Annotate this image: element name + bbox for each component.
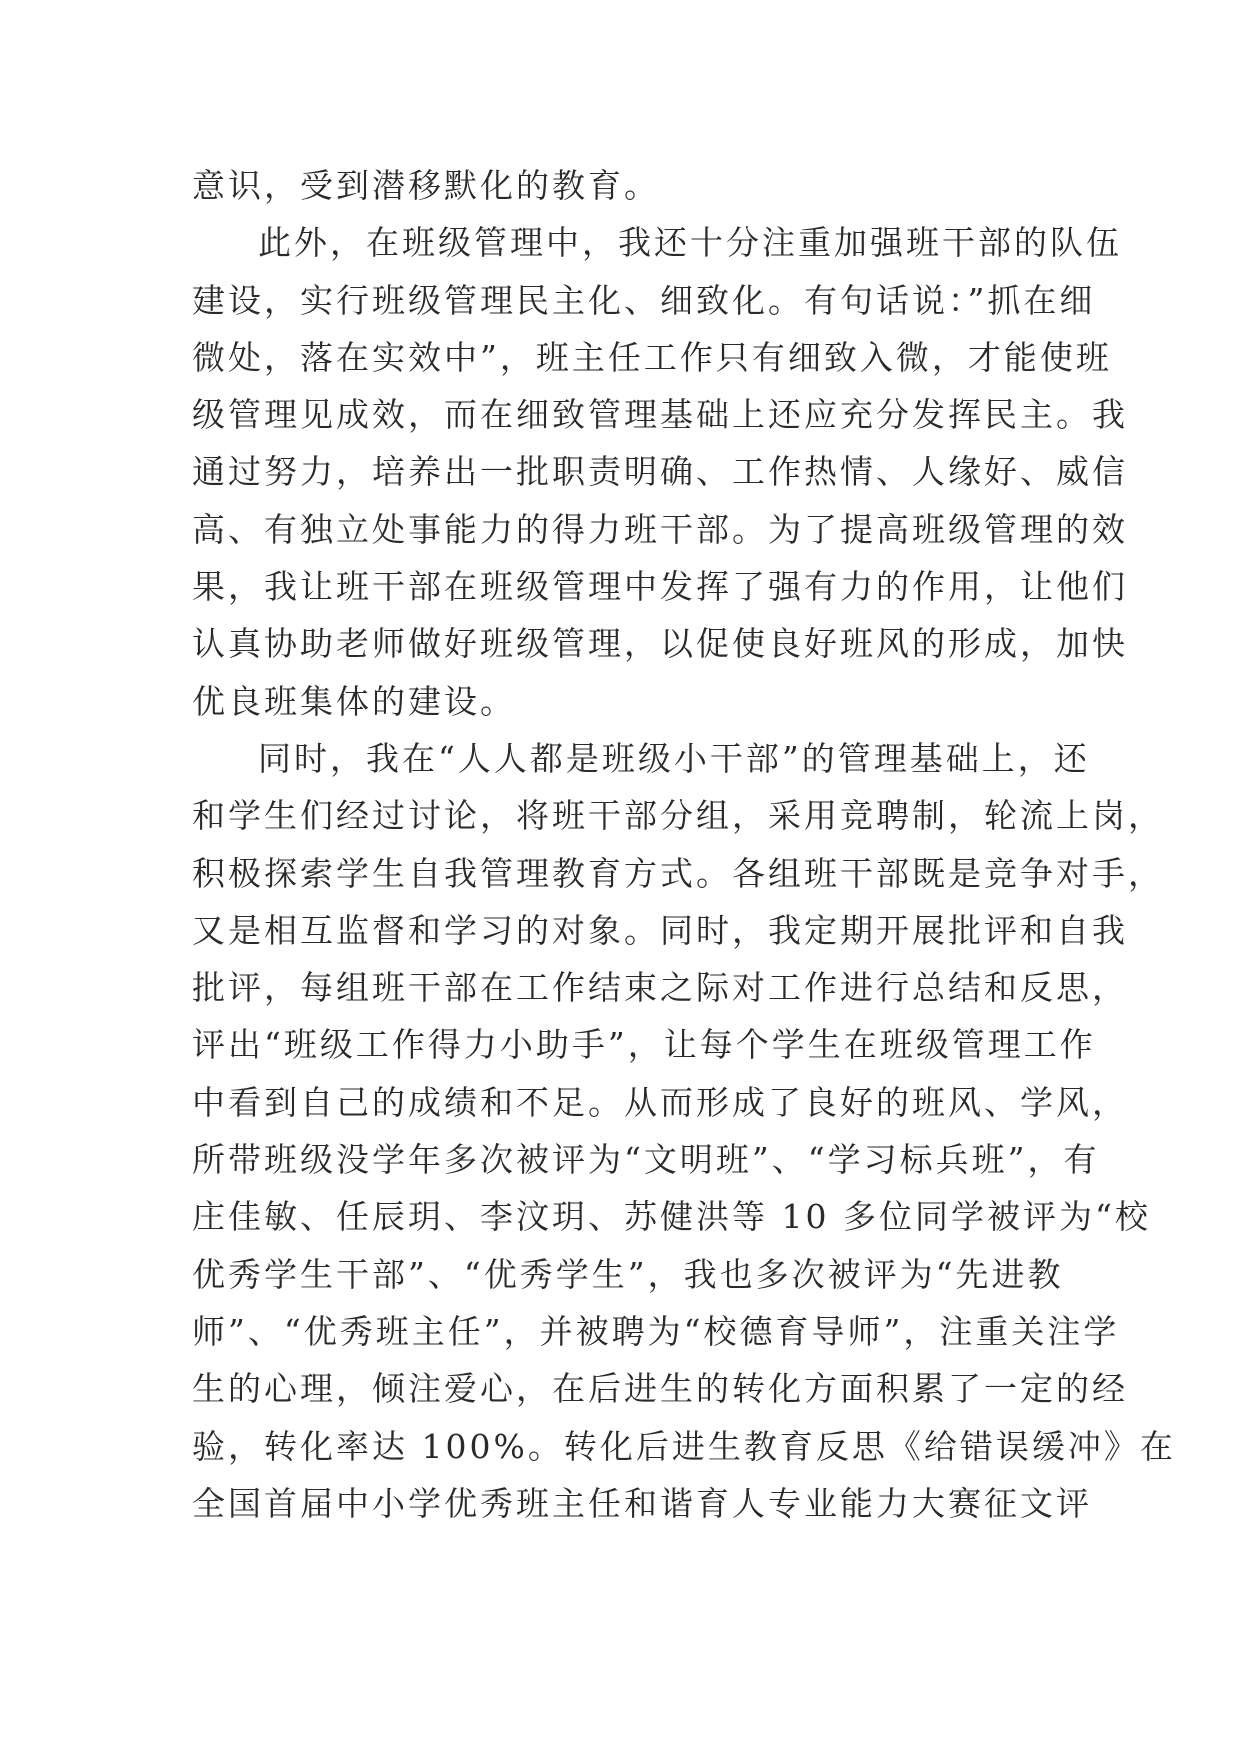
- text-line: 批评，每组班干部在工作结束之际对工作进行总结和反思，: [192, 968, 1128, 1008]
- text-line: 庄佳敏、任辰玥、李汶玥、苏健洪等 10 多位同学被评为“校: [192, 1197, 1151, 1237]
- text-line: 又是相互监督和学习的对象。同时，我定期开展批评和自我: [192, 910, 1128, 950]
- text-line: 认真协助老师做好班级管理，以促使良好班风的形成，加快: [192, 624, 1128, 664]
- text-line: 优良班集体的建设。: [192, 681, 516, 721]
- text-line: 所带班级没学年多次被评为“文明班”、“学习标兵班”，有: [192, 1140, 1100, 1180]
- text-line: 师”、“优秀班主任”，并被聘为“校德育导师”，注重关注学: [192, 1311, 1120, 1351]
- text-line: 微处，落在实效中”，班主任工作只有细致入微，才能使班: [192, 337, 1112, 377]
- text-line: 此外，在班级管理中，我还十分注重加强班干部的队伍: [258, 223, 1122, 263]
- text-line: 评出“班级工作得力小助手”，让每个学生在班级管理工作: [192, 1025, 1096, 1065]
- text-line: 高、有独立处事能力的得力班干部。为了提高班级管理的效: [192, 509, 1128, 549]
- text-line: 和学生们经过讨论，将班干部分组，采用竞聘制，轮流上岗，: [192, 796, 1164, 836]
- text-line: 验，转化率达 100%。转化后进生教育反思《给错误缓冲》在: [192, 1426, 1176, 1466]
- body-text: [192, 157, 1176, 1532]
- text-line: 同时，我在“人人都是班级小干部”的管理基础上，还: [258, 738, 1090, 778]
- text-line: 通过努力，培养出一批职责明确、工作热情、人缘好、威信: [192, 452, 1128, 492]
- text-line: 意识，受到潜移默化的教育。: [192, 166, 660, 205]
- text-line: 果，我让班干部在班级管理中发挥了强有力的作用，让他们: [192, 567, 1128, 607]
- text-line: 全国首届中小学优秀班主任和谐育人专业能力大赛征文评: [192, 1483, 1092, 1523]
- text-line: 生的心理，倾注爱心，在后进生的转化方面积累了一定的经: [192, 1369, 1128, 1409]
- text-line: 建设，实行班级管理民主化、细致化。有句话说：”抓在细: [192, 280, 1096, 320]
- text-line: 积极探索学生自我管理教育方式。各组班干部既是竞争对手，: [192, 853, 1164, 893]
- text-line: 级管理见成效，而在细致管理基础上还应充分发挥民主。我: [192, 395, 1128, 435]
- text-line: 优秀学生干部”、“优秀学生”，我也多次被评为“先进教: [192, 1254, 1064, 1294]
- text-line: 中看到自己的成绩和不足。从而形成了良好的班风、学风，: [192, 1082, 1128, 1122]
